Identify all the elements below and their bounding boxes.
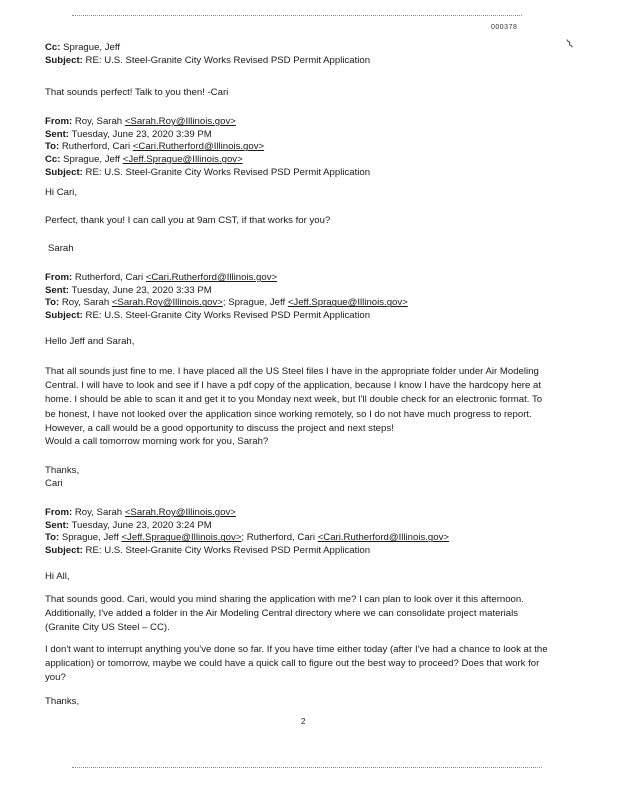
email-link[interactable]: <Cari.Rutherford@Illinois.gov> <box>317 532 450 544</box>
email-paragraph: That sounds good. Cari, would you mind sharing the application with me? I can plan to look over it this afternoon. Additionally, I've added a folder in the Air Modeling Central directory where we can consolidate project materials (Granite City US Steel – CC). <box>45 594 524 634</box>
cc-value: Sprague, Jeff <box>63 42 121 53</box>
email-body: Would a call tomorrow morning work for you, Sarah? <box>45 436 269 447</box>
email-closing: Thanks, <box>45 696 80 707</box>
email-closing: Thanks, Cari <box>45 465 80 489</box>
bottom-scan-artifact <box>72 767 542 768</box>
email-paragraph: That all sounds just fine to me. I have placed all the US Steel files I have in the appropriate folder under Air Modeling Central. I will have to look and see if I have a pdf copy of the application, because I know I have the hardcopy here at home. I should be able to scan it and get it to you Monday next week, but I'll double check for an electronic format. To be honest, I have not looked over the application since working remotely, so I do not have much progress to report. However, a call would be a good opportunity to discuss the project and next steps! <box>45 366 543 434</box>
email-header: From: Roy, Sarah <Sarah.Roy@Illinois.gov> Sent: Tuesday, June 23, 2020 3:39 PM To: Rutherford, Cari <Cari.Rutherford@Illinois.gov> Cc: Sprague, Jeff <Jeff.Sprague@Illinois.gov> Subject: RE: U.S. Steel-Granite City Works Revised PSD Permit Application <box>45 116 371 178</box>
email-signoff: Sarah <box>48 243 74 254</box>
email-link[interactable]: <Sarah.Roy@Illinois.gov> <box>124 507 236 518</box>
cc-label: Cc: <box>45 42 61 53</box>
top-header <box>45 42 570 67</box>
paperclip-icon: ⌇ <box>563 36 576 52</box>
email-link[interactable]: <Jeff.Sprague@Illinois.gov> <box>122 154 243 166</box>
email-link[interactable]: <Sarah.Roy@Illinois.gov> <box>124 116 236 127</box>
bates-number: 000378 <box>491 24 518 31</box>
page-number: 2 <box>301 717 306 726</box>
email-link[interactable]: <Cari.Rutherford@Illinois.gov> <box>145 272 278 283</box>
email-paragraph: I don't want to interrupt anything you've done so far. If you have time either today (after I've had a chance to look at the application) or tomorrow, maybe we could have a quick call to figure out the best way to proceed? Does that work for you? <box>45 644 548 684</box>
email-body: Perfect, thank you! I can call you at 9am CST, if that works for you? <box>45 215 331 226</box>
subject-value: RE: U.S. Steel-Granite City Works Revised PSD Permit Application <box>85 54 371 66</box>
reply-body: That sounds perfect! Talk to you then! -Cari <box>45 87 229 98</box>
email-header: From: Roy, Sarah <Sarah.Roy@Illinois.gov> Sent: Tuesday, June 23, 2020 3:24 PM To: Sprague, Jeff <Jeff.Sprague@Illinois.gov>; Rutherford, Cari <Cari.Rutherford@Illinois.gov> Subject: RE: U.S. Steel-Granite City Works Revised PSD Permit Application <box>45 507 450 557</box>
email-body: Hi Cari, <box>45 187 77 198</box>
email-link[interactable]: <Cari.Rutherford@Illinois.gov> <box>132 141 265 153</box>
email-link[interactable]: <Sarah.Roy@Illinois.gov> <box>111 297 223 309</box>
top-scan-artifact <box>72 15 522 16</box>
email-body: Hi All, <box>45 571 70 582</box>
email-header: From: Rutherford, Cari <Cari.Rutherford@Illinois.gov> Sent: Tuesday, June 23, 2020 3:33 PM To: Roy, Sarah <Sarah.Roy@Illinois.gov>; Sprague, Jeff <Jeff.Sprague@Illinois.gov> Subject: RE: U.S. Steel-Granite City Works Revised PSD Permit Application <box>45 272 408 322</box>
email-link[interactable]: <Jeff.Sprague@Illinois.gov> <box>121 532 242 544</box>
subject-label: Subject: <box>45 54 83 66</box>
email-body: Hello Jeff and Sarah, <box>45 336 135 347</box>
email-link[interactable]: <Jeff.Sprague@Illinois.gov> <box>287 297 408 309</box>
